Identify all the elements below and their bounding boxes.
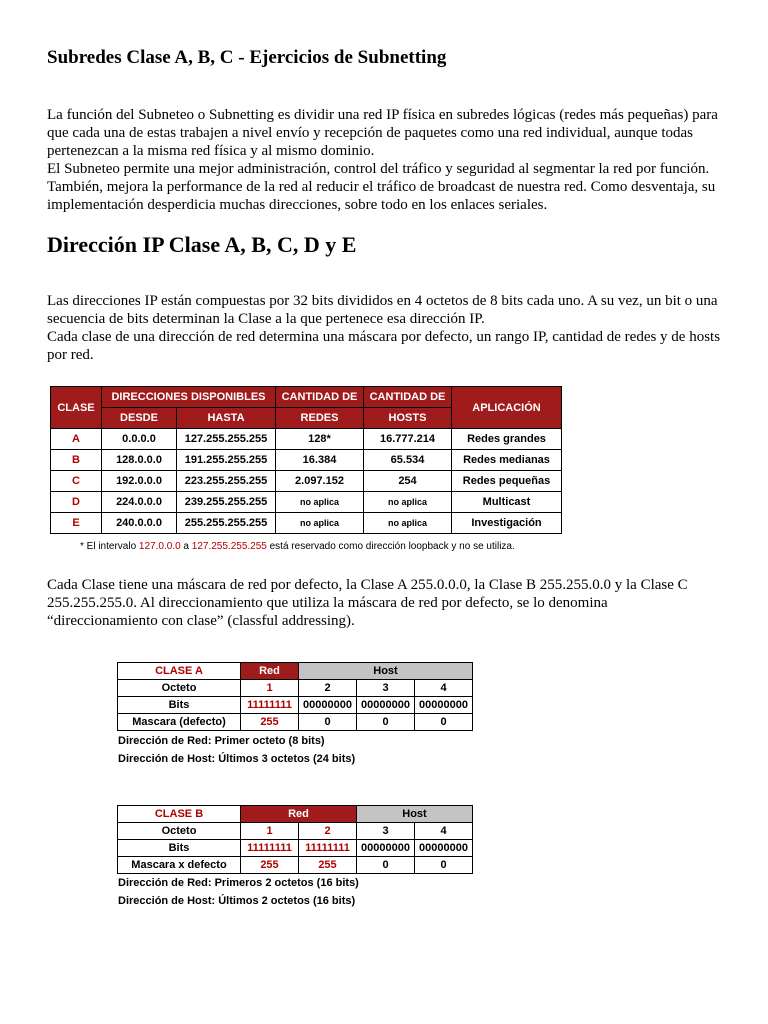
class-b-host-header: Host (357, 806, 473, 823)
mascara-cell: 0 (357, 714, 415, 731)
mascara-label: Mascara x defecto (118, 857, 241, 874)
table-row (51, 450, 562, 471)
bits-cell: 00000000 (357, 840, 415, 857)
bits-cell: 00000000 (415, 840, 473, 857)
header-redes-1: CANTIDAD DE (276, 387, 364, 408)
bits-cell: 00000000 (357, 697, 415, 714)
table-row (118, 680, 473, 697)
header-desde: DESDE (102, 408, 177, 429)
ip-classes-text (47, 292, 737, 364)
header-redes-2: REDES (276, 408, 364, 429)
cell-redes: 128* (276, 429, 364, 450)
cell-clase: E (51, 513, 102, 534)
mask-paragraph (47, 576, 737, 630)
class-a-host-header: Host (299, 663, 473, 680)
cell-hasta: 127.255.255.255 (177, 429, 276, 450)
cell-hasta: 223.255.255.255 (177, 471, 276, 492)
footnote-to: 127.255.255.255 (191, 541, 267, 552)
mascara-cell: 255 (241, 714, 299, 731)
cell-redes: 16.384 (276, 450, 364, 471)
table-row (118, 714, 473, 731)
class-b-title: CLASE B (118, 806, 241, 823)
cell-hasta: 255.255.255.255 (177, 513, 276, 534)
bits-cell: 11111111 (299, 840, 357, 857)
cell-clase: C (51, 471, 102, 492)
footnote-from: 127.0.0.0 (138, 541, 181, 552)
table-row (118, 697, 473, 714)
intro-paragraph-1: La función del Subneteo o Subnetting es dividir una red IP física en subredes lógicas (redes más pequeñas) para que cada una de estas trabajen a nivel envío y recepción de paquetes como una red individual, aunque todas pertenezcan a la misma red física y al mismo dominio. (47, 107, 718, 159)
ip-class-table (50, 386, 562, 534)
header-hosts-1: CANTIDAD DE (364, 387, 452, 408)
header-hosts-2: HOSTS (364, 408, 452, 429)
octeto-cell: 3 (357, 823, 415, 840)
mascara-cell: 0 (357, 857, 415, 874)
class-b-red-header: Red (241, 806, 357, 823)
mask-paragraph-quote: “direccionamiento con clase” (classful addressing). (47, 613, 355, 629)
cell-desde: 240.0.0.0 (102, 513, 177, 534)
cell-aplicacion: Redes pequeñas (452, 471, 562, 492)
class-a-note-red: Dirección de Red: Primer octeto (8 bits) (118, 735, 325, 747)
bits-cell: 00000000 (415, 697, 473, 714)
table-footnote (80, 541, 515, 552)
table-row (51, 471, 562, 492)
mascara-cell: 255 (299, 857, 357, 874)
octeto-cell: 3 (357, 680, 415, 697)
octeto-cell: 4 (415, 680, 473, 697)
ip-paragraph-1: Las direcciones IP están compuestas por 32 bits divididos en 4 octetos de 8 bits cada uno. A su vez, un bit o una secuencia de bits determinan la Clase a la que pertenece esa dirección IP. (47, 293, 718, 327)
class-b-note-red: Dirección de Red: Primeros 2 octetos (16 bits) (118, 877, 359, 889)
cell-desde: 128.0.0.0 (102, 450, 177, 471)
cell-hosts: 65.534 (364, 450, 452, 471)
intro-text (47, 106, 737, 214)
cell-redes: no aplica (276, 492, 364, 513)
octeto-cell: 2 (299, 823, 357, 840)
header-direcciones: DIRECCIONES DISPONIBLES (102, 387, 276, 408)
class-a-note-host: Dirección de Host: Últimos 3 octetos (24 bits) (118, 753, 356, 765)
cell-hasta: 191.255.255.255 (177, 450, 276, 471)
class-b-note-host: Dirección de Host: Últimos 2 octetos (16 bits) (118, 895, 356, 907)
ip-paragraph-2: Cada clase de una dirección de red determina una máscara por defecto, un rango IP, cantidad de redes y de hosts por red. (47, 329, 721, 363)
cell-desde: 192.0.0.0 (102, 471, 177, 492)
header-hasta: HASTA (177, 408, 276, 429)
mascara-cell: 0 (299, 714, 357, 731)
footnote-mid: a (180, 541, 192, 552)
table-row (118, 823, 473, 840)
class-a-red-header: Red (241, 663, 299, 680)
mascara-cell: 255 (241, 857, 299, 874)
cell-hosts: no aplica (364, 513, 452, 534)
page-title: Subredes Clase A, B, C - Ejercicios de Subnetting (47, 47, 447, 68)
bits-label: Bits (118, 697, 241, 714)
cell-hosts: no aplica (364, 492, 452, 513)
mascara-label: Mascara (defecto) (118, 714, 241, 731)
cell-clase: B (51, 450, 102, 471)
class-a-mask-table (117, 662, 473, 731)
bits-label: Bits (118, 840, 241, 857)
cell-desde: 0.0.0.0 (102, 429, 177, 450)
bits-cell: 11111111 (241, 840, 299, 857)
cell-aplicacion: Investigación (452, 513, 562, 534)
footnote-suffix: está reservado como dirección loopback y no se utiliza. (266, 541, 515, 552)
class-b-mask-table (117, 805, 473, 874)
octeto-cell: 1 (241, 680, 299, 697)
table-row (51, 429, 562, 450)
bits-cell: 11111111 (241, 697, 299, 714)
intro-paragraph-2: El Subneteo permite una mejor administración, control del tráfico y seguridad al segmentar la red por función. También, mejora la performance de la red al reducir el tráfico de broadcast de nuestra red. Como desventaja, su implementación desperdicia muchas direcciones, sobre todo en los enlaces seriales. (47, 161, 716, 213)
cell-hosts: 16.777.214 (364, 429, 452, 450)
class-a-title: CLASE A (118, 663, 241, 680)
header-clase: CLASE (51, 387, 102, 429)
mask-paragraph-text: Cada Clase tiene una máscara de red por defecto, la Clase A 255.0.0.0, la Clase B 255.255.0.0 y la Clase C 255.255.255.0. Al direccionamiento que utiliza la máscara de red por defecto, se lo denomina (47, 577, 688, 611)
footnote-prefix: * El intervalo (80, 541, 139, 552)
mascara-cell: 0 (415, 857, 473, 874)
cell-hasta: 239.255.255.255 (177, 492, 276, 513)
cell-clase: D (51, 492, 102, 513)
header-aplicacion: APLICACIÓN (452, 387, 562, 429)
cell-redes: no aplica (276, 513, 364, 534)
cell-redes: 2.097.152 (276, 471, 364, 492)
table-row (118, 857, 473, 874)
cell-aplicacion: Multicast (452, 492, 562, 513)
section-heading-ip-classes: Dirección IP Clase A, B, C, D y E (47, 232, 357, 257)
octeto-cell: 1 (241, 823, 299, 840)
cell-aplicacion: Redes medianas (452, 450, 562, 471)
octeto-label: Octeto (118, 823, 241, 840)
cell-aplicacion: Redes grandes (452, 429, 562, 450)
octeto-label: Octeto (118, 680, 241, 697)
table-row (118, 840, 473, 857)
cell-hosts: 254 (364, 471, 452, 492)
octeto-cell: 2 (299, 680, 357, 697)
cell-clase: A (51, 429, 102, 450)
table-row (51, 513, 562, 534)
table-row (51, 492, 562, 513)
octeto-cell: 4 (415, 823, 473, 840)
cell-desde: 224.0.0.0 (102, 492, 177, 513)
bits-cell: 00000000 (299, 697, 357, 714)
mascara-cell: 0 (415, 714, 473, 731)
